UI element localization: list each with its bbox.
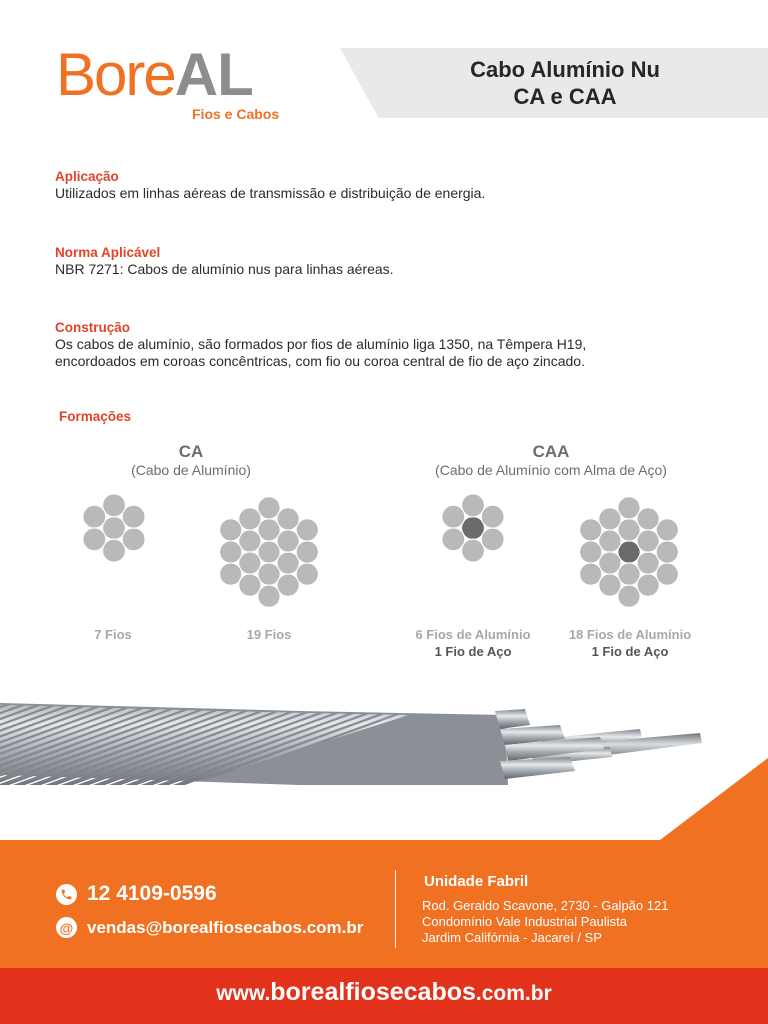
label-line1: 19 Fios <box>246 627 292 642</box>
section-text-line1: Os cabos de alumínio, são formados por fios de alumínio liga 1350, na Têmpera H19, <box>55 336 587 352</box>
footer-contact-band <box>0 840 768 968</box>
website-link[interactable] <box>0 978 768 1007</box>
address-line2: Condomínio Vale Industrial Paulista <box>422 914 627 929</box>
label-caa-7 <box>398 626 548 660</box>
brand-name-part1: Bore <box>56 41 175 108</box>
aluminum-wire <box>481 528 504 551</box>
diagram-ca-19-wires <box>209 492 329 612</box>
aluminum-wire <box>442 505 465 528</box>
aluminum-wire <box>220 541 242 563</box>
brand-tagline: Fios e Cabos <box>192 106 280 122</box>
email-address: vendas@borealfiosecabos.com.br <box>87 917 364 937</box>
factory-address <box>422 898 668 946</box>
phone-number: 12 4109-0596 <box>87 882 217 905</box>
aluminum-wire <box>481 505 504 528</box>
label-ca-7 <box>63 626 163 643</box>
footer-divider <box>395 870 396 948</box>
page-title-line1: Cabo Alumínio Nu <box>470 57 660 82</box>
page-title <box>390 56 740 110</box>
section-norma <box>55 244 695 278</box>
caa-subtitle: (Cabo de Alumínio com Alma de Aço) <box>435 462 667 478</box>
label-line1: 6 Fios de Alumínio <box>415 627 531 642</box>
at-icon: @ <box>56 917 77 938</box>
caa-title: CAA <box>532 442 570 461</box>
formacoes-heading: Formações <box>59 409 132 424</box>
aluminum-wire <box>656 541 678 563</box>
label-ca-19 <box>209 626 329 643</box>
phone-contact[interactable] <box>56 882 217 906</box>
section-heading: Aplicação <box>55 169 119 184</box>
diagram-ca-7-wires <box>78 492 150 588</box>
phone-icon <box>56 884 77 905</box>
diagram-caa-19-wires <box>569 492 689 612</box>
aluminum-wire <box>220 519 242 541</box>
label-line1: 18 Fios de Alumínio <box>568 627 692 642</box>
aluminum-wire <box>122 528 145 551</box>
email-contact[interactable] <box>56 917 363 938</box>
aluminum-wire <box>580 519 602 541</box>
section-aplicacao <box>55 168 695 202</box>
section-heading: Norma Aplicável <box>55 245 161 260</box>
aluminum-wire <box>637 508 659 530</box>
brand-name-part2: AL <box>174 41 253 108</box>
aluminum-wire <box>296 563 318 585</box>
ca-title: CA <box>178 442 204 461</box>
aluminum-wire <box>656 563 678 585</box>
section-text: NBR 7271: Cabos de alumínio nus para linhas aéreas. <box>55 261 394 277</box>
aluminum-wire <box>83 505 106 528</box>
brand-logo <box>56 41 306 124</box>
address-line3: Jardim Califórnia - Jacareí / SP <box>422 930 602 945</box>
website-prefix: www. <box>216 982 271 1005</box>
section-heading: Construção <box>55 320 131 335</box>
aluminum-wire <box>580 541 602 563</box>
website-domain: borealfiosecabos <box>270 978 476 1006</box>
label-line2: 1 Fio de Aço <box>591 644 669 659</box>
website-suffix: .com.br <box>475 982 552 1005</box>
label-line2: 1 Fio de Aço <box>434 644 512 659</box>
cable-illustration <box>0 685 768 795</box>
brand-wordmark <box>56 41 253 108</box>
label-caa-19 <box>550 626 710 660</box>
section-text-line2: encordoados em coroas concêntricas, com fio ou coroa central de fio de aço zincado. <box>55 353 585 369</box>
aluminum-wire <box>296 541 318 563</box>
label-line1: 7 Fios <box>94 627 132 642</box>
diagram-caa-7-wires <box>437 492 509 588</box>
page-title-line2: CA e CAA <box>513 84 617 109</box>
section-construcao <box>55 319 695 370</box>
aluminum-wire <box>122 505 145 528</box>
aluminum-wire <box>277 508 299 530</box>
ca-subtitle: (Cabo de Alumínio) <box>131 462 251 478</box>
address-line1: Rod. Geraldo Scavone, 2730 - Galpão 121 <box>422 898 669 913</box>
factory-title: Unidade Fabril <box>424 873 529 890</box>
section-text: Utilizados em linhas aéreas de transmissão e distribuição de energia. <box>55 185 486 201</box>
